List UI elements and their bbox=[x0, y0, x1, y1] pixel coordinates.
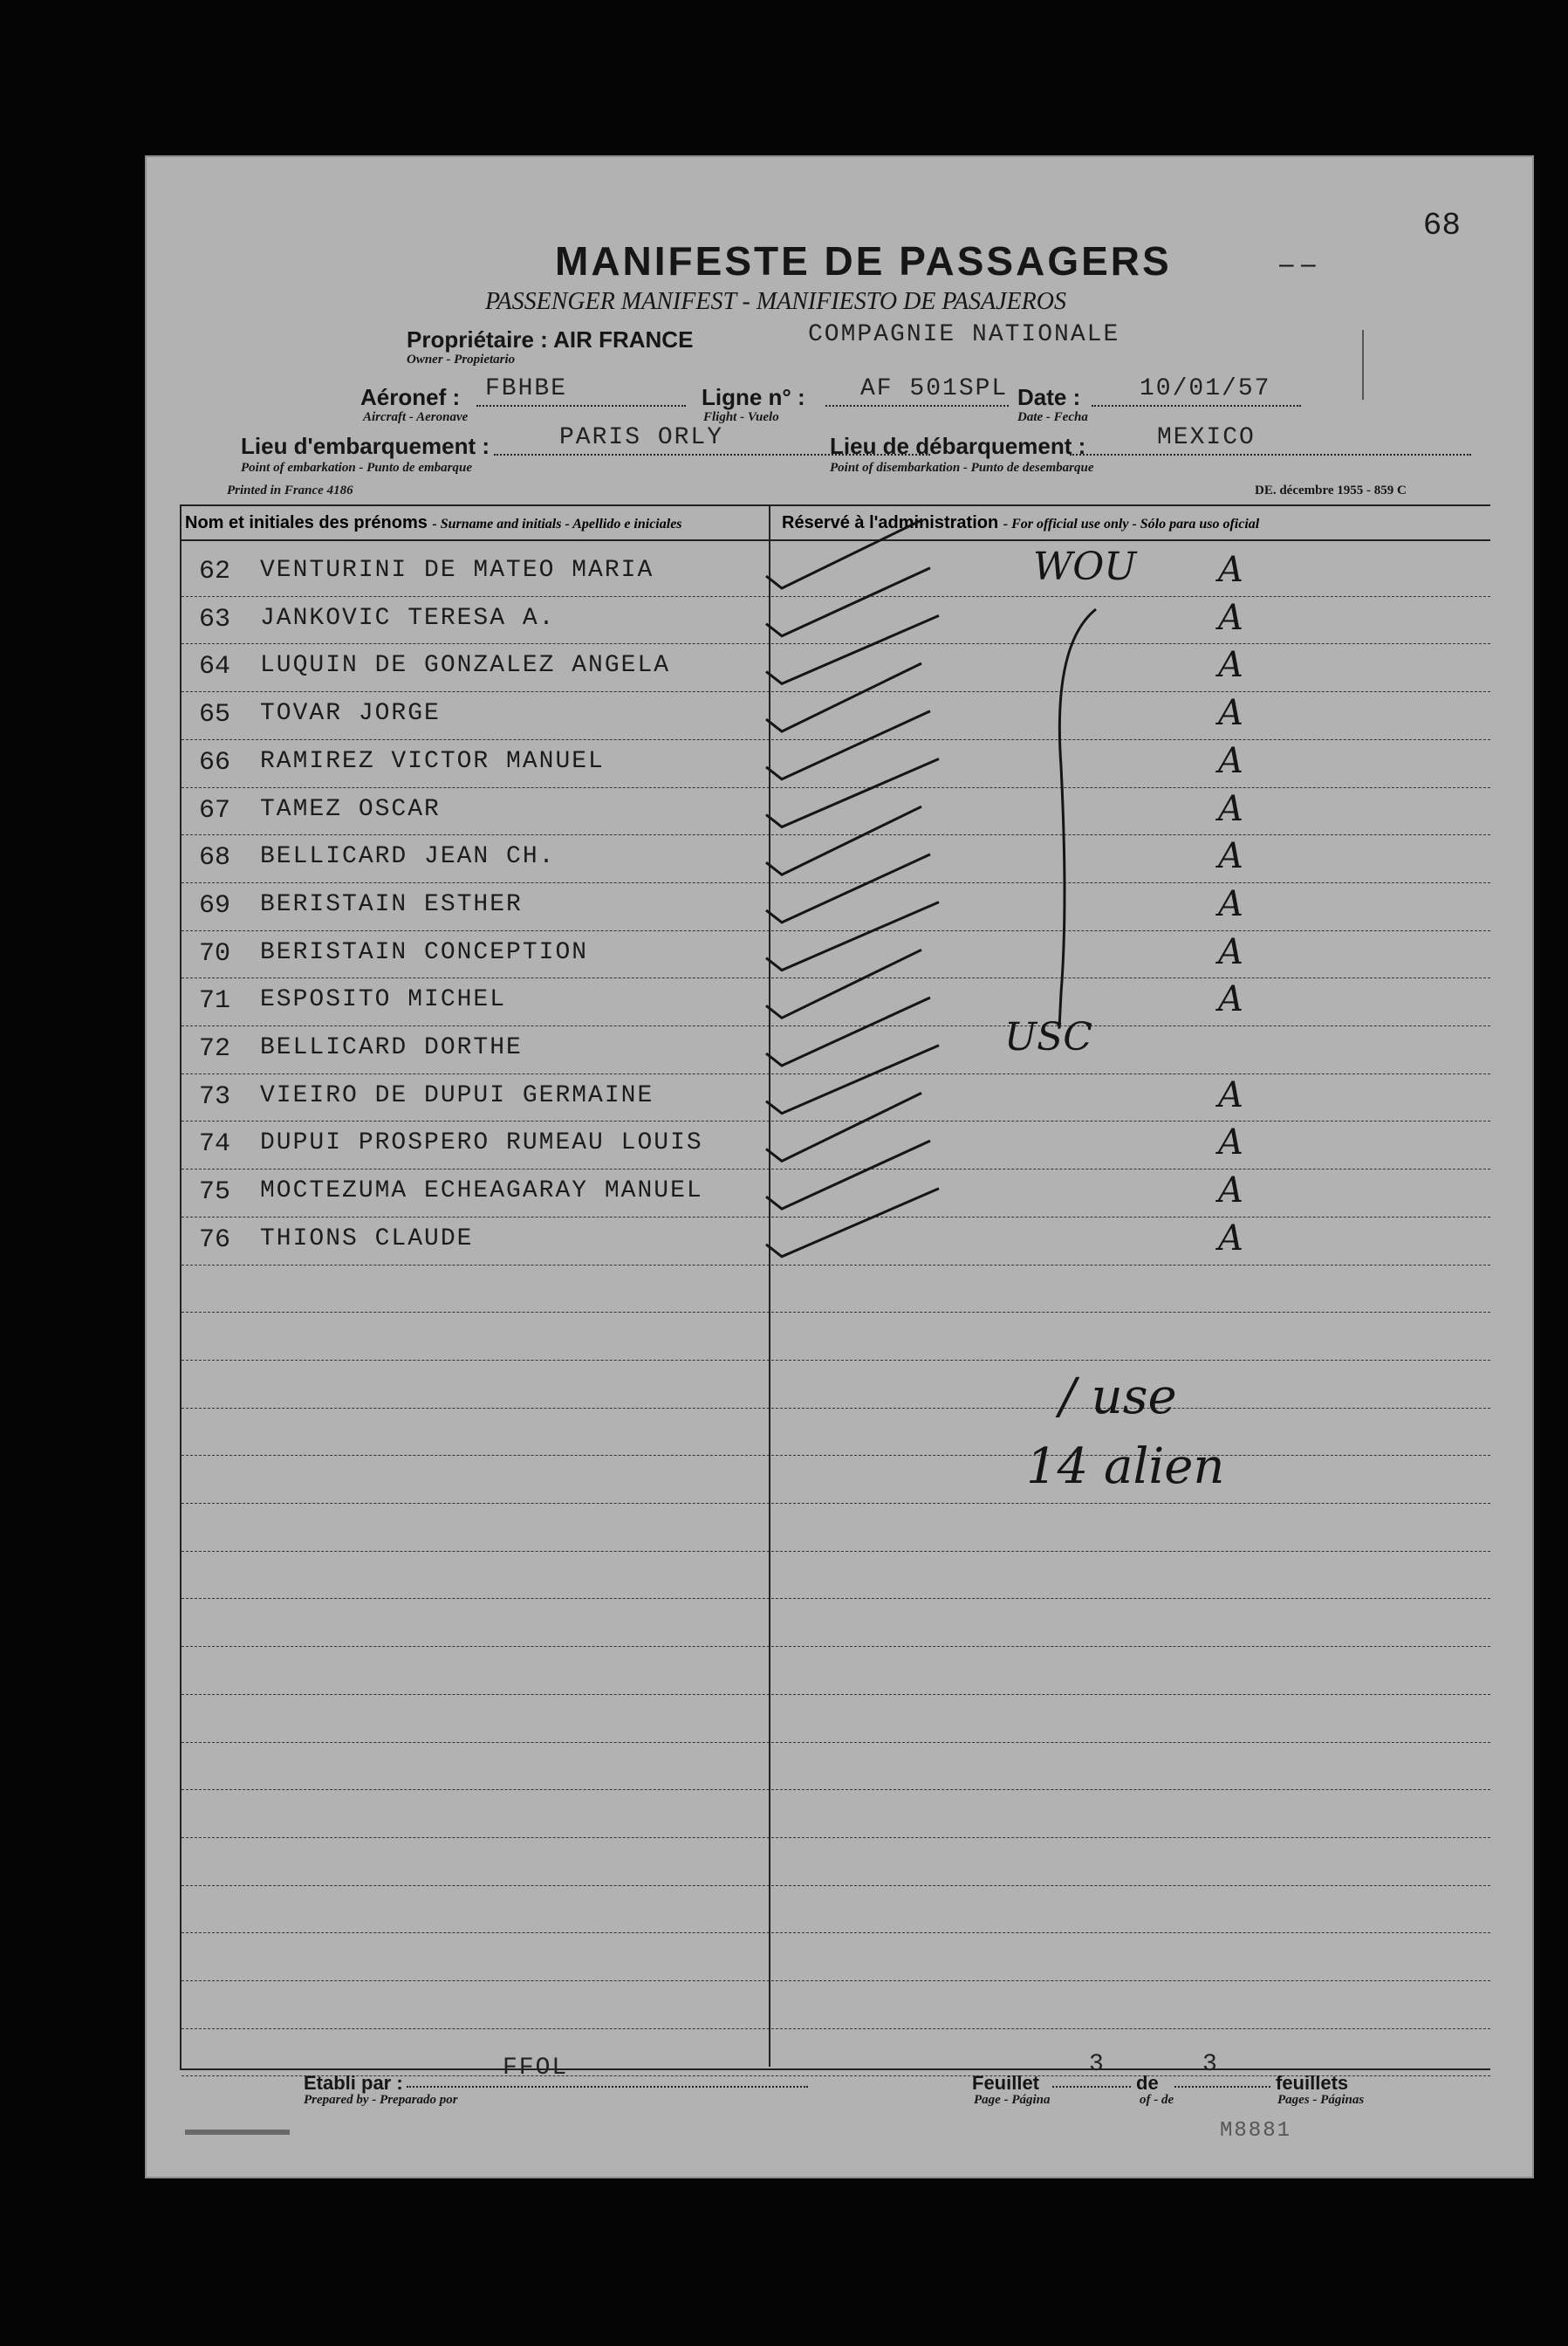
passenger-name: BELLICARD JEAN CH. bbox=[260, 843, 556, 871]
check-mark bbox=[766, 520, 921, 588]
passenger-name: JANKOVIC TERESA A. bbox=[260, 604, 556, 632]
prepared-by-line bbox=[407, 2086, 808, 2088]
owner-value: COMPAGNIE NATIONALE bbox=[808, 321, 1120, 348]
admin-status-mark: A bbox=[1218, 883, 1243, 924]
passenger-name: TOVAR JORGE bbox=[260, 700, 441, 728]
check-mark bbox=[766, 1141, 930, 1209]
check-mark bbox=[766, 806, 921, 875]
disembark-label: Lieu de débarquement : bbox=[830, 433, 1086, 459]
date-value: 10/01/57 bbox=[1140, 375, 1271, 402]
passenger-name: THIONS CLAUDE bbox=[260, 1224, 474, 1252]
aircraft-label: Aéronef : bbox=[360, 384, 461, 410]
date-sublabel: Date - Fecha bbox=[1017, 410, 1088, 424]
passenger-number: 67 bbox=[199, 795, 231, 826]
owner-sublabel: Owner - Propietario bbox=[407, 353, 516, 367]
handwritten-usc: USC bbox=[1004, 1015, 1092, 1060]
page-number: 68 bbox=[1422, 208, 1461, 244]
passenger-number: 73 bbox=[199, 1081, 231, 1112]
check-mark bbox=[766, 902, 939, 971]
admin-column-header: Réservé à l'administration - For official use only - Sólo para uso oficial bbox=[782, 513, 1260, 532]
admin-status-mark: A bbox=[1218, 597, 1243, 638]
sheet-line bbox=[1052, 2086, 1131, 2088]
punch-hole bbox=[101, 52, 162, 131]
sheet-label: Feuillet bbox=[972, 2072, 1040, 2094]
admin-status-mark: A bbox=[1218, 931, 1243, 972]
admin-status-mark: A bbox=[1218, 1074, 1243, 1115]
prepared-by-value: FFOL bbox=[503, 2054, 569, 2082]
passenger-number: 66 bbox=[199, 747, 231, 778]
margin-dash: – – bbox=[1279, 250, 1316, 278]
passenger-name: RAMIREZ VICTOR MANUEL bbox=[260, 747, 605, 775]
passenger-number: 63 bbox=[199, 604, 231, 635]
passenger-number: 74 bbox=[199, 1129, 231, 1160]
disembark-value: MEXICO bbox=[1157, 424, 1256, 451]
check-mark bbox=[766, 1189, 939, 1257]
check-mark bbox=[766, 568, 930, 636]
of-value: 3 bbox=[1202, 2051, 1219, 2078]
of-label: de bbox=[1136, 2072, 1159, 2094]
check-mark bbox=[766, 854, 930, 923]
passenger-name: ESPOSITO MICHEL bbox=[260, 986, 507, 1014]
passenger-number: 75 bbox=[199, 1177, 231, 1208]
admin-status-mark: A bbox=[1218, 1122, 1243, 1163]
passenger-number: 70 bbox=[199, 938, 231, 969]
embark-value: PARIS ORLY bbox=[559, 424, 724, 451]
bracket-mark bbox=[1059, 609, 1096, 1028]
flight-value: AF 501SPL bbox=[860, 375, 1009, 402]
passenger-number: 76 bbox=[199, 1224, 231, 1255]
passenger-name: MOCTEZUMA ECHEAGARAY MANUEL bbox=[260, 1177, 703, 1205]
passenger-number: 72 bbox=[199, 1034, 231, 1064]
check-mark bbox=[766, 1093, 921, 1161]
check-mark bbox=[766, 1046, 939, 1114]
handwritten-note-use: / use bbox=[1059, 1368, 1177, 1425]
handwritten-marks bbox=[145, 155, 1534, 2178]
date-label: Date : bbox=[1017, 384, 1081, 410]
of-line bbox=[1174, 2086, 1270, 2088]
prepared-by-sublabel: Prepared by - Preparado por bbox=[304, 2093, 458, 2107]
passenger-number: 69 bbox=[199, 890, 231, 921]
check-mark bbox=[766, 663, 921, 731]
handwritten-wou: WOU bbox=[1033, 545, 1137, 589]
document-subtitle: PASSENGER MANIFEST - MANIFIESTO DE PASAJEROS bbox=[485, 288, 1066, 315]
check-mark bbox=[766, 615, 939, 683]
aircraft-value: FBHBE bbox=[485, 375, 568, 402]
admin-status-mark: A bbox=[1218, 740, 1243, 781]
admin-status-mark: A bbox=[1218, 1218, 1243, 1259]
admin-status-mark: A bbox=[1218, 645, 1243, 686]
printer-mark bbox=[185, 2130, 290, 2135]
admin-status-mark: A bbox=[1218, 550, 1243, 590]
embark-sublabel: Point of embarkation - Punto de embarque bbox=[241, 461, 473, 475]
handwritten-note-alien: 14 alien bbox=[1026, 1438, 1225, 1495]
document-title: MANIFESTE DE PASSAGERS bbox=[555, 238, 1172, 284]
flight-label: Ligne n° : bbox=[702, 384, 805, 410]
of-sublabel: of - de bbox=[1140, 2093, 1174, 2107]
manifest-sheet bbox=[145, 155, 1534, 2178]
passenger-number: 68 bbox=[199, 843, 231, 874]
check-mark bbox=[766, 711, 930, 779]
passenger-number: 71 bbox=[199, 986, 231, 1017]
prepared-by-label: Etabli par : bbox=[304, 2072, 403, 2094]
disembark-sublabel: Point of disembarkation - Punto de desembarque bbox=[830, 461, 1094, 475]
passenger-name: BERISTAIN CONCEPTION bbox=[260, 938, 589, 966]
admin-status-mark: A bbox=[1218, 693, 1243, 734]
aircraft-sublabel: Aircraft - Aeronave bbox=[363, 410, 469, 424]
passenger-number: 65 bbox=[199, 700, 231, 731]
flight-sublabel: Flight - Vuelo bbox=[703, 410, 779, 424]
owner-label: Propriétaire : AIR FRANCE bbox=[407, 326, 694, 353]
sheets-sublabel: Pages - Páginas bbox=[1277, 2093, 1365, 2107]
passenger-name: LUQUIN DE GONZALEZ ANGELA bbox=[260, 652, 671, 680]
passenger-number: 62 bbox=[199, 557, 231, 586]
passenger-number: 64 bbox=[199, 652, 231, 683]
embark-label: Lieu d'embarquement : bbox=[241, 433, 490, 459]
printed-note: Printed in France 4186 bbox=[227, 484, 353, 497]
form-code: DE. décembre 1955 - 859 C bbox=[1255, 484, 1407, 497]
admin-status-mark: A bbox=[1218, 788, 1243, 829]
check-mark bbox=[766, 759, 939, 827]
admin-status-mark: A bbox=[1218, 979, 1243, 1020]
passenger-name: TAMEZ OSCAR bbox=[260, 795, 441, 823]
admin-status-mark: A bbox=[1218, 1170, 1243, 1211]
passenger-name: DUPUI PROSPERO RUMEAU LOUIS bbox=[260, 1129, 703, 1157]
names-column-header: Nom et initiales des prénoms - Surname and initials - Apellido e iniciales bbox=[185, 513, 682, 532]
check-mark bbox=[766, 998, 930, 1066]
sheets-label: feuillets bbox=[1276, 2072, 1349, 2094]
passenger-name: VENTURINI DE MATEO MARIA bbox=[260, 557, 654, 584]
sheet-value: 3 bbox=[1089, 2051, 1106, 2078]
passenger-name: BERISTAIN ESTHER bbox=[260, 890, 523, 918]
passenger-name: VIEIRO DE DUPUI GERMAINE bbox=[260, 1081, 654, 1109]
admin-status-mark: A bbox=[1218, 836, 1243, 877]
passenger-name: BELLICARD DORTHE bbox=[260, 1034, 523, 1061]
sheet-sublabel: Page - Página bbox=[974, 2093, 1051, 2107]
check-mark bbox=[766, 950, 921, 1018]
stamp-number: M8881 bbox=[1220, 2119, 1292, 2143]
